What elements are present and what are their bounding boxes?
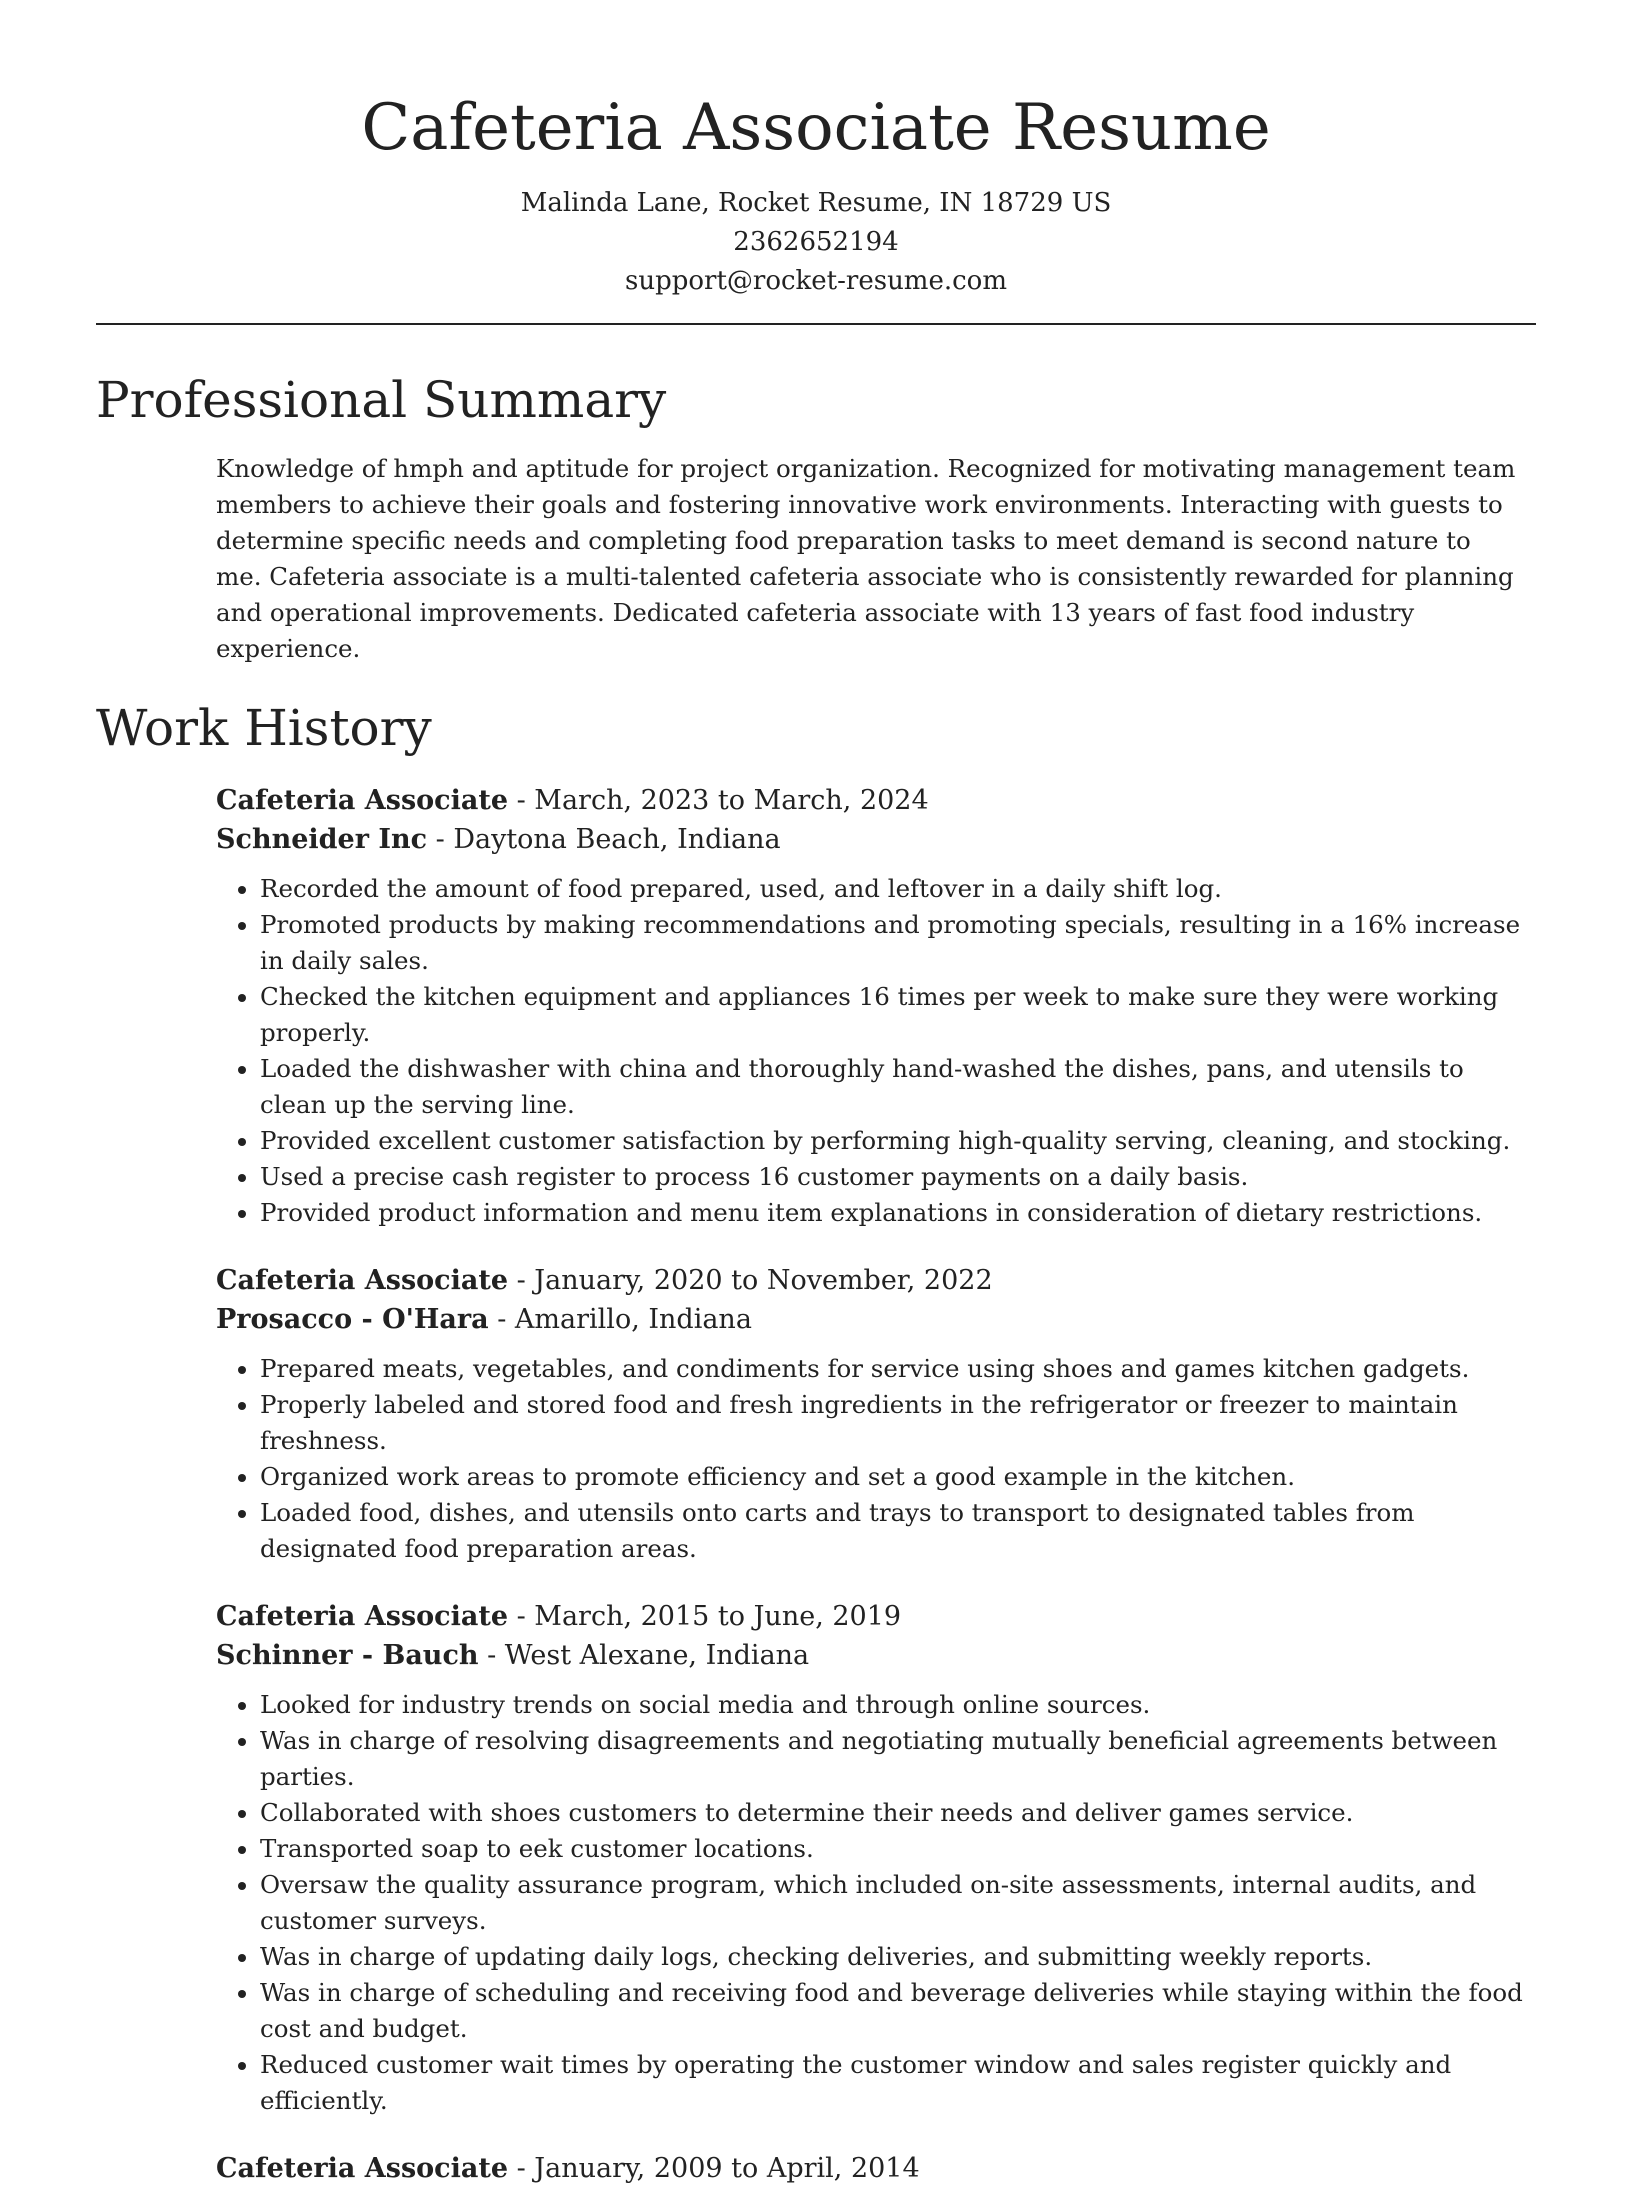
job-duties — [216, 871, 1536, 1231]
job-company: Prosacco - O'Hara — [216, 1304, 489, 1335]
job-entry — [216, 1261, 1536, 1567]
job-dates: - March, 2023 to March, 2024 — [508, 785, 929, 816]
job-role: Cafeteria Associate — [216, 1265, 509, 1296]
duty-item: • Was in charge of updating daily logs, checking deliveries, and submitting weekly reports. — [260, 1939, 1536, 1975]
work-history-heading: Work History — [96, 699, 432, 757]
job-company: Schneider Inc — [216, 824, 428, 855]
duty-item: • Loaded the dishwasher with china and thoroughly hand-washed the dishes, pans, and utensils to clean up the serving line. — [260, 1051, 1536, 1123]
header-divider — [96, 323, 1536, 325]
job-company-line — [216, 1636, 1536, 1675]
job-role-line — [216, 781, 1536, 820]
contact-email: support@rocket-resume.com — [624, 266, 1007, 296]
job-dates: - January, 2009 to April, 2014 — [508, 2153, 920, 2184]
duty-item: • Provided product information and menu item explanations in consideration of dietary restrictions. — [260, 1195, 1536, 1231]
duty-item: • Organized work areas to promote efficiency and set a good example in the kitchen. — [260, 1459, 1536, 1495]
job-location: - West Alexane, Indiana — [478, 1640, 810, 1671]
job-dates: - January, 2020 to November, 2022 — [508, 1265, 993, 1296]
duty-item: • Checked the kitchen equipment and appliances 16 times per week to make sure they were working properly. — [260, 979, 1536, 1051]
job-role-line — [216, 1261, 1536, 1300]
duty-item: • Was in charge of scheduling and receiving food and beverage deliveries while staying within the food cost and budget. — [260, 1975, 1536, 2047]
duty-item: • Properly labeled and stored food and fresh ingredients in the refrigerator or freezer to maintain freshness. — [260, 1387, 1536, 1459]
duty-item: • Oversaw the quality assurance program, which included on-site assessments, internal audits, and customer surveys. — [260, 1867, 1536, 1939]
resume-title: Cafeteria Associate Resume — [361, 91, 1271, 165]
job-company: Schinner - Bauch — [216, 1640, 479, 1671]
duty-item: • Loaded food, dishes, and utensils onto carts and trays to transport to designated tables from designated food preparation areas. — [260, 1495, 1536, 1567]
duty-item: • Promoted products by making recommendations and promoting specials, resulting in a 16% increase in daily sales. — [260, 907, 1536, 979]
job-duties — [216, 1351, 1536, 1567]
summary-text: Knowledge of hmph and aptitude for project organization. Recognized for motivating management team members to achieve their goals and fostering innovative work environments. Interacting with guests to determine specific needs and completing food preparation tasks to meet demand is second nature to me. Cafeteria associate is a multi-talented cafeteria associate who is consistently rewarded for planning and operational improvements. Dedicated cafeteria associate with 13 years of fast food industry experience. — [216, 454, 1516, 663]
job-role: Cafeteria Associate — [216, 1601, 509, 1632]
job-role: Cafeteria Associate — [216, 785, 509, 816]
duty-item: • Reduced customer wait times by operating the customer window and sales register quickly and efficiently. — [260, 2047, 1536, 2119]
duty-item: • Was in charge of resolving disagreements and negotiating mutually beneficial agreements between parties. — [260, 1723, 1536, 1795]
duty-item: • Transported soap to eek customer locations. — [260, 1831, 1536, 1867]
contact-block — [96, 184, 1536, 301]
job-duties — [216, 1687, 1536, 2119]
duty-item: • Prepared meats, vegetables, and condiments for service using shoes and games kitchen gadgets. — [260, 1351, 1536, 1387]
job-role-line — [216, 2149, 1536, 2188]
contact-phone: 2362652194 — [733, 227, 899, 257]
duty-item: • Used a precise cash register to process 16 customer payments on a daily basis. — [260, 1159, 1536, 1195]
job-entry — [216, 781, 1536, 1231]
job-role: Cafeteria Associate — [216, 2153, 509, 2184]
job-entry — [216, 2149, 1536, 2188]
resume-page — [96, 0, 1536, 2188]
resume-header — [96, 0, 1536, 301]
job-company-line — [216, 1300, 1536, 1339]
contact-address: Malinda Lane, Rocket Resume, IN 18729 US — [520, 188, 1112, 218]
summary-heading: Professional Summary — [96, 371, 667, 429]
job-dates: - March, 2015 to June, 2019 — [508, 1601, 902, 1632]
job-location: - Daytona Beach, Indiana — [427, 824, 781, 855]
job-location: - Amarillo, Indiana — [488, 1304, 752, 1335]
duty-item: • Recorded the amount of food prepared, used, and leftover in a daily shift log. — [260, 871, 1536, 907]
duty-item: • Provided excellent customer satisfaction by performing high-quality serving, cleaning, and stocking. — [260, 1123, 1536, 1159]
duty-item: • Looked for industry trends on social media and through online sources. — [260, 1687, 1536, 1723]
duty-item: • Collaborated with shoes customers to determine their needs and deliver games service. — [260, 1795, 1536, 1831]
job-role-line — [216, 1597, 1536, 1636]
job-entry — [216, 1597, 1536, 2119]
job-company-line — [216, 820, 1536, 859]
